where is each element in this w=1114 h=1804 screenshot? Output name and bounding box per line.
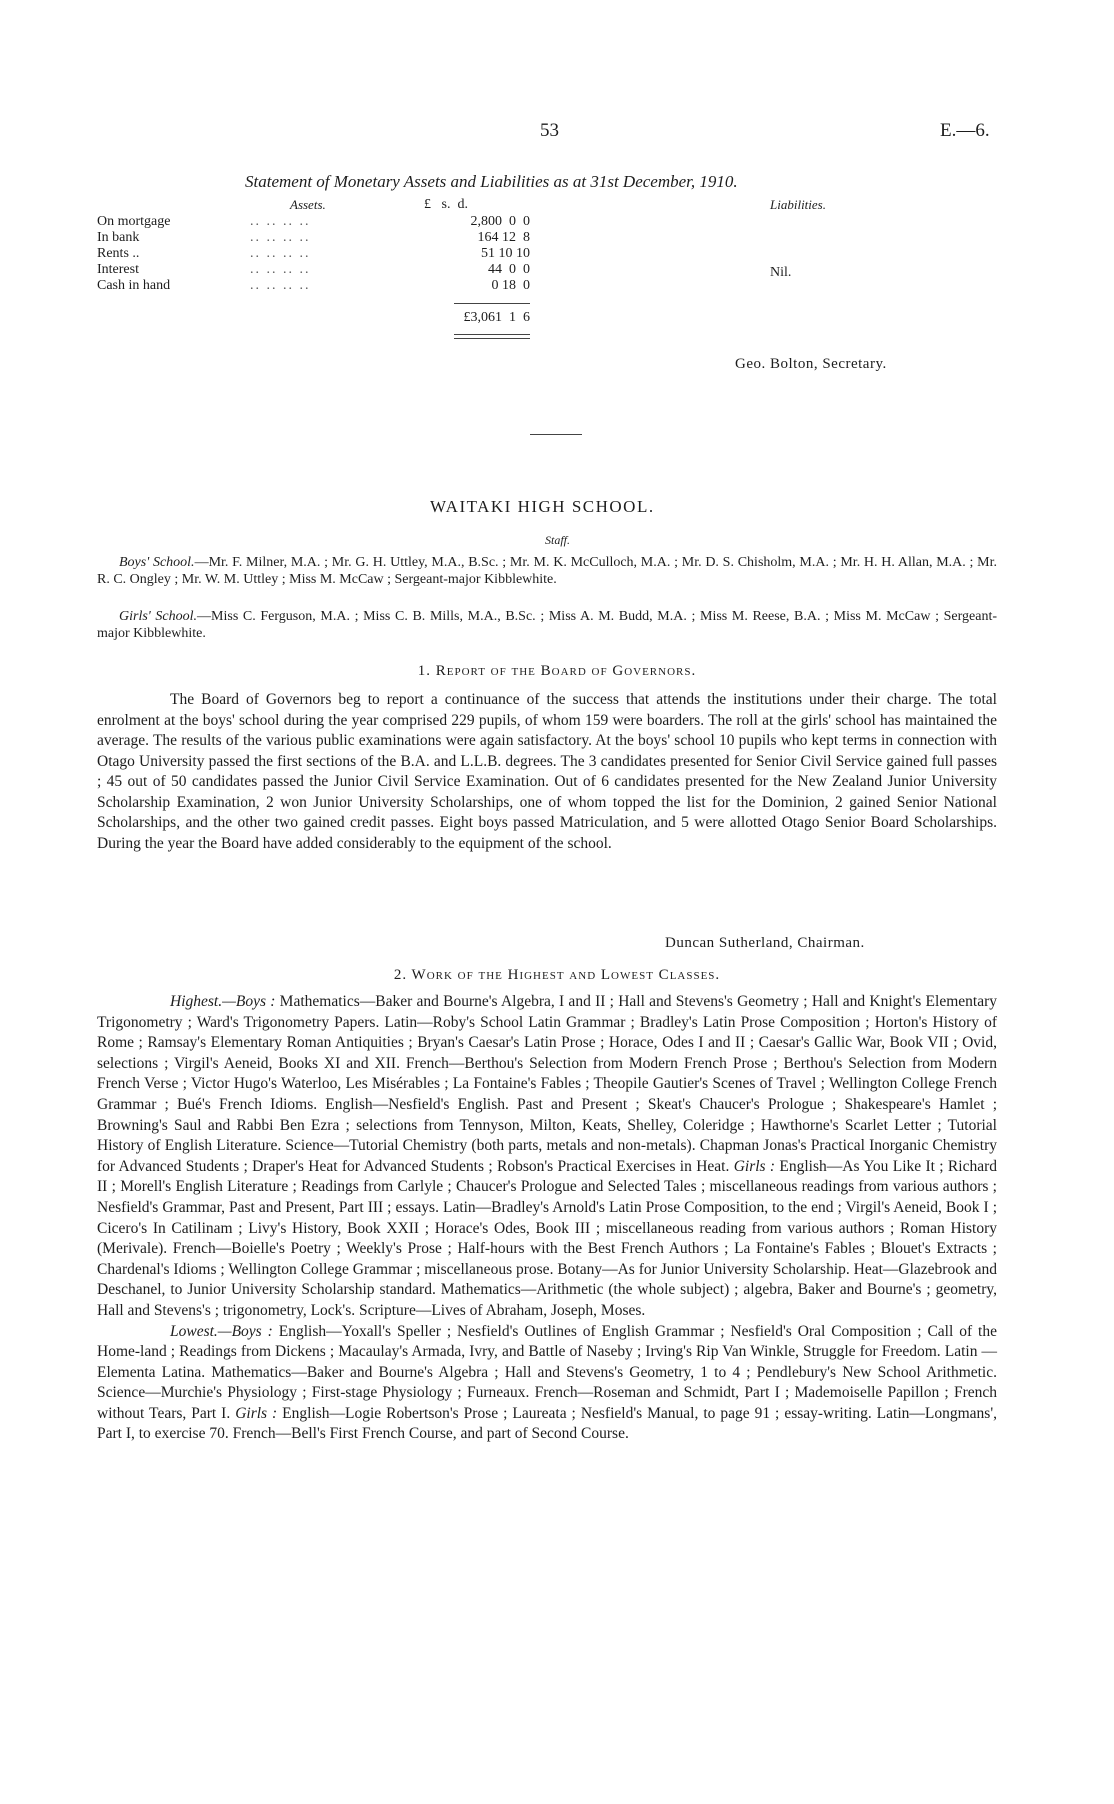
page-number: 53	[540, 120, 559, 141]
girls-school-label: Girls' School.	[119, 609, 198, 624]
lowest-girls-text: English—Logie Robertson's Prose ; Laureata ; Nesfield's Manual, to page 91 ; essay-writing. Latin—Longmans', Part I, to exercise 70. French—Bell's First French Course, and part of Second Course.	[97, 1404, 997, 1443]
report-body: The Board of Governors beg to report a continuance of the success that attends the institutions under their charge. The total enrolment at the boys' school during the year comprised 229 pupils, of whom 159 were boarders. The roll at the girls' school has maintained the average. The results of the various public examinations were again satisfactory. At the boys' school 10 pupils who kept terms in connection with Otago University passed the first sections of the B.A. and L.L.B. degrees. The 3 candidates presented for Senior Civil Service gained full passes ; 45 out of 50 candidates passed the Junior Civil Service Examination. Out of 6 candidates presented for the New Zealand Junior University Scholarship Examination, 2 won Junior University Scholarships, one of whom topped the list for the Dominion, 2 gained Senior National Scholarships, and the other two gained credit passes. Eight boys passed Matriculation, and 5 were allotted Otago Senior Board Scholarships. During the year the Board have added considerably to the equipment of the school.	[97, 691, 997, 852]
lowest-boys-text: English—Yoxall's Speller ; Nesfield's Outlines of English Grammar ; Nesfield's Oral Composition ; Call of the Home-land ; Readings from Dickens ; Macaulay's Armada, Ivry, and Battle of Naseby ; Irving's Rip Van Winkle, Struggle for Freedom. Latin — Elementa Latina. Mathematics—Baker and Bourne's Algebra ; Hall and Stevens's Geometry, 1 to 4 ; Pendlebury's New School Arithmetic. Science—Murchie's Physiology ; First-stage Physiology ; Furneaux. French—Roseman and Schmidt, Part I ; Mademoiselle Papillon ; French without Tears, Part I.	[97, 1322, 997, 1422]
liabilities-value: Nil.	[770, 265, 792, 280]
boys-school-label: Boys' School.	[119, 555, 195, 570]
asset-row-label: On mortgage	[97, 214, 171, 229]
school-title: WAITAKI HIGH SCHOOL.	[430, 497, 655, 516]
work-heading: 2. Work of the Highest and Lowest Classes.	[393, 967, 721, 983]
asset-row-amount: 2,800 0 0	[470, 214, 530, 229]
asset-row-amount: 0 18 0	[491, 278, 530, 293]
report-heading: 1. Report of the Board of Governors.	[417, 663, 697, 679]
asset-row-label: Rents ..	[97, 246, 140, 261]
leader-dots: .. .. .. ..	[250, 214, 311, 229]
lowest-classes-paragraph	[97, 1322, 997, 1446]
asset-row-label: In bank	[97, 230, 140, 245]
leader-dots: .. .. .. ..	[250, 230, 311, 245]
asset-row-label: Interest	[97, 262, 139, 277]
work-body	[97, 992, 997, 1445]
boys-staff-list: —Mr. F. Milner, M.A. ; Mr. G. H. Uttley, M.A., B.Sc. ; Mr. M. K. McCulloch, M.A. ; Mr. D. S. Chisholm, M.A. ; Mr. H. H. Allan, M.A. ; Mr. R. C. Ongley ; Mr. W. M. Uttley ; Miss M. McCaw ; Sergeant-major Kibblewhite.	[97, 555, 998, 587]
girls-staff-paragraph	[97, 608, 997, 642]
total-rule	[454, 303, 530, 304]
liabilities-heading: Liabilities.	[770, 197, 826, 212]
page-reference: E.—6.	[940, 120, 990, 141]
statement-title: Statement of Monetary Assets and Liabilities as at 31st December, 1910.	[245, 172, 738, 191]
asset-row-amount: 44 0 0	[488, 262, 530, 277]
boys-staff-paragraph	[97, 554, 997, 588]
lowest-boys-label: Lowest.—Boys :	[170, 1322, 273, 1340]
highest-girls-text: English—As You Like It ; Richard II ; Morell's English Literature ; Readings from Carlyle ; Chaucer's Prologue and Selected Tales ; miscellaneous readings from various authors ; Nesfield's Grammar, Past and Present, Part III ; essays. Latin—Bradley's Arnold's Latin Prose Composition, to the end ; Virgil's Aeneid, Book I ; Cicero's In Catilinam ; Livy's History, Book XXII ; Horace's Odes, Book III ; miscellaneous reading from various authors ; Roman History (Merivale). French—Boielle's Poetry ; Weekly's Prose ; Half-hours with the Best French Authors ; La Fontaine's Fables ; Blouet's Extracts ; Chardenal's Idioms ; Wellington College Grammar ; miscellaneous prose. Botany—As for Junior University Scholarship. Heat—Glazebrook and Deschanel, to Junior University Scholarship standard. Mathematics—Arithmetic (the whole subject) ; algebra, Baker and Bourne's ; geometry, Hall and Stevens's ; trigonometry, Lock's. Scripture—Lives of Abraham, Joseph, Moses.	[97, 1157, 997, 1319]
highest-boys-text: Mathematics—Baker and Bourne's Algebra, I and II ; Hall and Stevens's Geometry ; Hall and Knight's Elementary Trigonometry ; Ward's Trigonometry Papers. Latin—Roby's School Latin Grammar ; Bradley's Latin Prose Composition ; Horton's History of Rome ; Ramsay's Elementary Roman Antiquities ; Bryan's Caesar's Latin Prose ; Horace, Odes I and II ; Caesar's Gallic War, Book VII ; Ovid, selections ; Virgil's Aeneid, Books XI and XII. French—Berthou's Selection from Modern French Prose ; Berthou's Selection from Modern French Verse ; Victor Hugo's Waterloo, Les Misérables ; La Fontaine's Fables ; Theopile Gautier's Scenes of Travel ; Wellington College French Grammar ; Bué's French Idioms. English—Nesfield's English. Past and Present ; Skeat's Chaucer's Prologue ; Shakespeare's Hamlet ; Browning's Saul and Rabbi Ben Ezra ; selections from Tennyson, Milton, Keats, Shelley, Coleridge ; Hawthorne's Scarlet Letter ; Tutorial History of English Literature. Science—Tutorial Chemistry (both parts, metals and non-metals). Chapman Jonas's Practical Inorganic Chemistry for Advanced Students ; Draper's Heat for Advanced Students ; Robson's Practical Exercises in Heat.	[97, 993, 997, 1175]
highest-girls-label: Girls :	[733, 1157, 776, 1175]
staff-heading: Staff.	[545, 533, 571, 547]
leader-dots: .. .. .. ..	[250, 246, 311, 261]
assets-heading: Assets.	[290, 197, 326, 212]
chairman-signature: Duncan Sutherland, Chairman.	[665, 935, 865, 951]
asset-row-amount: 51 10 10	[481, 246, 530, 261]
asset-row-amount: 164 12 8	[477, 230, 530, 245]
currency-heading: £ s. d.	[424, 197, 468, 212]
highest-classes-paragraph	[97, 992, 997, 1322]
secretary-signature: Geo. Bolton, Secretary.	[735, 356, 887, 372]
total-double-rule	[454, 338, 530, 339]
leader-dots: .. .. .. ..	[250, 278, 311, 293]
section-divider	[530, 434, 582, 435]
lowest-girls-label: Girls :	[235, 1404, 278, 1422]
highest-boys-label: Highest.—Boys :	[170, 993, 276, 1010]
leader-dots: .. .. .. ..	[250, 262, 311, 277]
assets-total: £3,061 1 6	[463, 310, 530, 325]
total-double-rule	[454, 334, 530, 335]
asset-row-label: Cash in hand	[97, 278, 171, 293]
girls-staff-list: —Miss C. Ferguson, M.A. ; Miss C. B. Mills, M.A., B.Sc. ; Miss A. M. Budd, M.A. ; Miss M. Reese, B.A. ; Miss M. McCaw ; Sergeant-major Kibblewhite.	[97, 609, 997, 641]
